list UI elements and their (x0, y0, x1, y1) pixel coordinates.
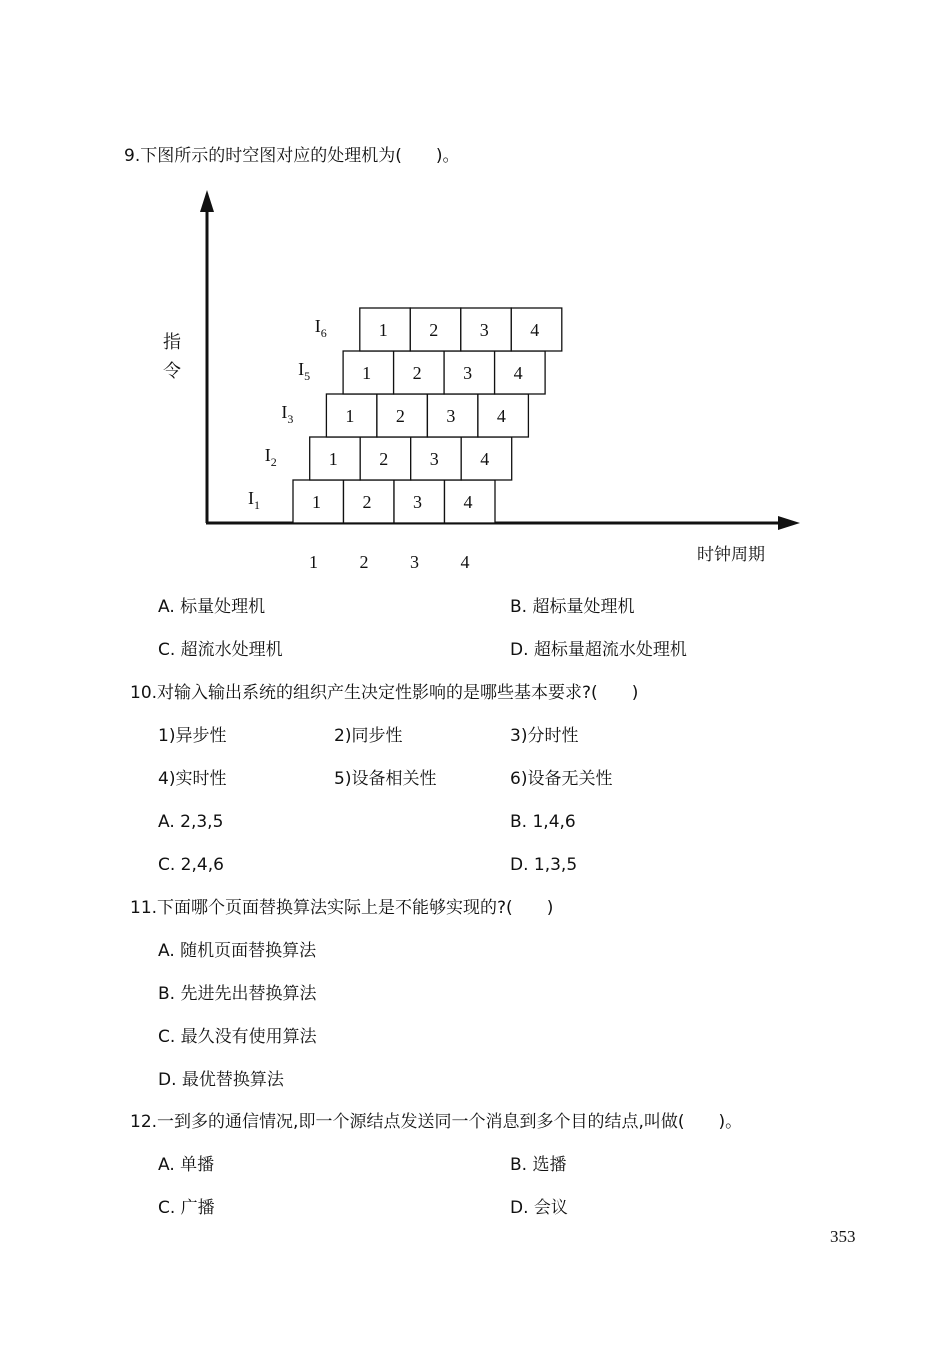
instruction-row (315, 308, 562, 351)
page-number: 353 (830, 1227, 856, 1246)
q12-option-d: D. 会议 (510, 1198, 568, 1218)
stage-number: 1 (378, 320, 388, 340)
x-tick-labels (309, 552, 470, 572)
instruction-label: $I_1$ (248, 488, 260, 512)
y-axis-arrowhead (200, 190, 214, 212)
q10-stem: 10.对输入输出系统的组织产生决定性影响的是哪些基本要求?( ) (130, 683, 639, 703)
instruction-label: $I_6$ (314, 316, 327, 340)
stage-number: 2 (429, 320, 439, 340)
q12-option-a: A. 单播 (158, 1155, 215, 1175)
stage-number: 4 (513, 363, 523, 383)
x-tick-label: 2 (359, 552, 369, 572)
instruction-label: $I_3$ (281, 402, 294, 426)
stage-number: 3 (463, 363, 473, 383)
q11-stem: 11.下面哪个页面替换算法实际上是不能够实现的?( ) (130, 898, 554, 918)
stage-number: 2 (362, 492, 372, 512)
q12-option-b: B. 选播 (510, 1155, 567, 1175)
q9-option-d: D. 超标量超流水处理机 (510, 640, 687, 660)
q10-option-d: D. 1,3,5 (510, 855, 578, 875)
stage-number: 2 (379, 449, 389, 469)
q12-stem: 12.一到多的通信情况,即一个源结点发送同一个消息到多个目的结点,叫做( )。 (130, 1112, 743, 1132)
stage-number: 4 (530, 320, 540, 340)
instruction-row (281, 394, 528, 437)
q10-item: 4)实时性 (158, 769, 227, 789)
stage-number: 3 (429, 449, 439, 469)
stage-number: 3 (446, 406, 456, 426)
q12-option-c: C. 广播 (158, 1198, 215, 1218)
q9-stem: 9.下图所示的时空图对应的处理机为( )。 (124, 146, 460, 166)
q10-option-a: A. 2,3,5 (158, 812, 224, 832)
stage-number: 2 (395, 406, 405, 426)
instruction-row (298, 351, 545, 394)
q9-option-c: C. 超流水处理机 (158, 640, 283, 660)
stage-number: 3 (413, 492, 422, 512)
q10-item: 3)分时性 (510, 726, 579, 746)
x-tick-label: 4 (460, 552, 470, 572)
stage-number: 3 (479, 320, 489, 340)
q11-option-a: A. 随机页面替换算法 (158, 941, 317, 961)
q10-item: 1)异步性 (158, 726, 227, 746)
stage-number: 4 (463, 492, 473, 512)
space-time-diagram (0, 0, 935, 600)
stage-number: 4 (480, 449, 490, 469)
y-axis-label-char: 指 (163, 332, 181, 353)
q10-item: 2)同步性 (334, 726, 403, 746)
q10-option-c: C. 2,4,6 (158, 855, 224, 875)
q11-option-d: D. 最优替换算法 (158, 1070, 284, 1090)
q9-option-b: B. 超标量处理机 (510, 597, 635, 617)
q10-option-b: B. 1,4,6 (510, 812, 576, 832)
x-tick-label: 1 (309, 552, 318, 572)
stage-number: 1 (328, 449, 338, 469)
instruction-row (248, 480, 495, 523)
x-axis-arrowhead (778, 516, 800, 530)
y-axis-label-char: 令 (163, 361, 181, 382)
x-axis-label: 时钟周期 (697, 545, 765, 565)
q9-option-a: A. 标量处理机 (158, 597, 266, 617)
instruction-row (265, 437, 512, 480)
stage-number: 1 (362, 363, 372, 383)
q10-item: 6)设备无关性 (510, 769, 613, 789)
instruction-label: $I_2$ (264, 445, 277, 469)
stage-number: 4 (496, 406, 506, 426)
stage-number: 1 (345, 406, 355, 426)
q10-item: 5)设备相关性 (334, 769, 437, 789)
q11-option-b: B. 先进先出替换算法 (158, 984, 317, 1004)
q11-option-c: C. 最久没有使用算法 (158, 1027, 317, 1047)
instruction-rows (248, 308, 562, 523)
x-tick-label: 3 (410, 552, 419, 572)
stage-number: 1 (312, 492, 321, 512)
stage-number: 2 (412, 363, 422, 383)
instruction-label: $I_5$ (298, 359, 311, 383)
